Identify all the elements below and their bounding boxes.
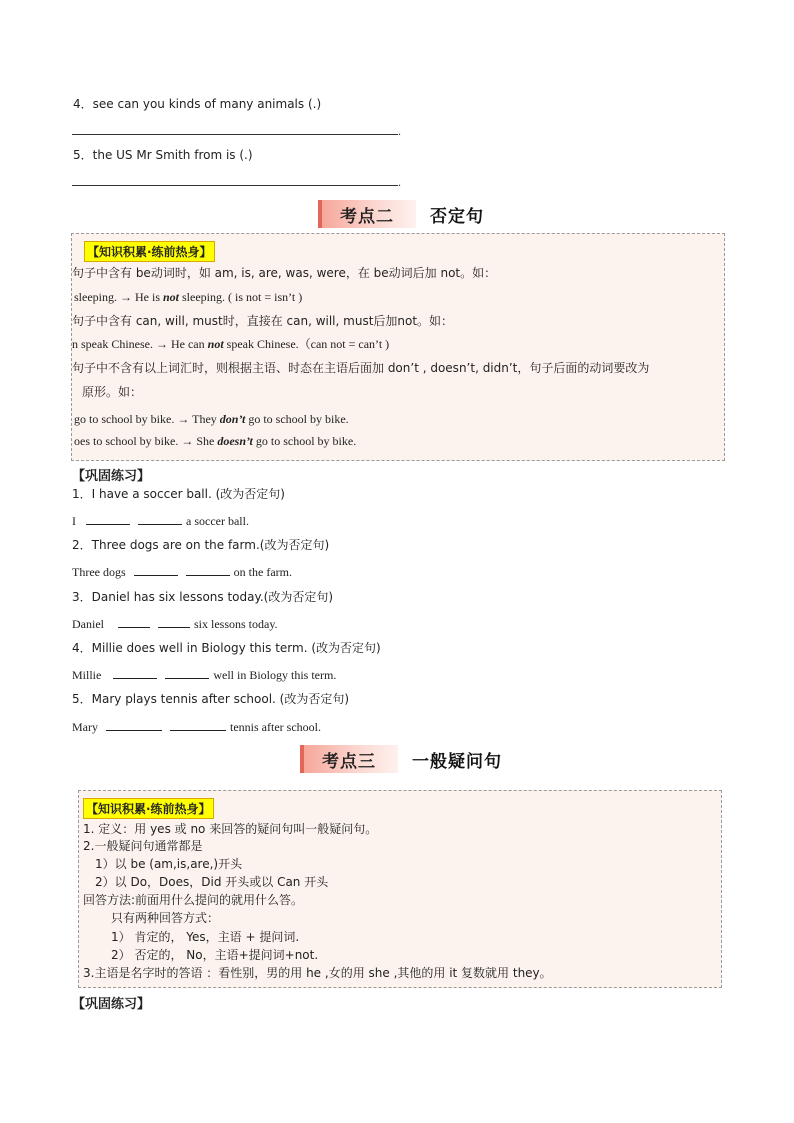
answer-line-4[interactable] [72, 134, 398, 135]
knowledge-box-yes-no-question [78, 790, 722, 988]
answer-blank[interactable] [106, 719, 162, 731]
answer-subject: Three dogs [72, 565, 126, 579]
question-4: 4．see can you kinds of many animals (.) [73, 97, 322, 111]
exercise-question: 3．Daniel has six lessons today.(改为否定句) [72, 590, 334, 604]
answer-blank[interactable] [113, 667, 157, 679]
rule-be-verb: 句子中含有 be动词时，如 am, is, are, was, were，在 be动词后加 not。如： [72, 266, 497, 280]
answer-subject: Daniel [72, 617, 104, 631]
question-5: 5．the US Mr Smith from is (.) [73, 148, 253, 162]
answer-subject: Mary [72, 720, 98, 734]
answer-blank[interactable] [170, 719, 226, 731]
practice-label: 【巩固练习】 [72, 469, 151, 484]
example-text: oes to school by bike. → She [74, 434, 218, 448]
exercise-question: 5．Mary plays tennis after school. (改为否定句) [72, 692, 350, 706]
answer-blank[interactable] [118, 616, 150, 628]
knowledge-tag: 【知识积累·练前热身】 [83, 798, 214, 819]
rule-line: 只有两种回答方式： [111, 911, 220, 925]
answer-rest: six lessons today. [194, 617, 278, 631]
answer-subject: I [72, 514, 76, 528]
rule-line: 1） 肯定的， Yes，主语 + 提问词. [111, 930, 300, 944]
example-text: go to school by bike. → They [74, 412, 220, 426]
section-badge: 考点三 [300, 745, 398, 773]
section-title: 否定句 [430, 206, 484, 227]
rule-line: 1）以 be (am,is,are,)开头 [95, 857, 243, 871]
example-text: sleeping. ( is not = isn’t ) [179, 290, 303, 304]
emphasis-word: not [163, 290, 180, 304]
answer-blank[interactable] [158, 616, 190, 628]
practice-label: 【巩固练习】 [72, 997, 151, 1012]
section-heading-negative [318, 199, 484, 229]
example-text: speak Chinese.（can not = can’t ) [223, 337, 390, 351]
answer-blank[interactable] [186, 564, 230, 576]
example-text: n speak Chinese. → He can [72, 337, 208, 351]
emphasis-word: doesn’t [217, 434, 253, 448]
definition-line: 1. 定义：用 yes 或 no 来回答的疑问句叫一般疑问句。 [83, 822, 378, 836]
section-heading-yes-no-question [300, 744, 502, 774]
answer-blank[interactable] [134, 564, 178, 576]
knowledge-box-negative [71, 233, 725, 461]
exercise-question: 1．I have a soccer ball. (改为否定句) [72, 487, 285, 501]
answer-rest: tennis after school. [230, 720, 321, 734]
answer-line-dot: . [398, 175, 401, 189]
answer-rest: on the farm. [233, 565, 292, 579]
rule-line: 3.主语是名字时的答语 ：看性别，男的用 he ,女的用 she ,其他的用 it 复数就用 they。 [83, 966, 552, 980]
example-modal-verb [72, 337, 389, 352]
exercise-question: 4．Millie does well in Biology this term. (改为否定句) [72, 641, 381, 655]
emphasis-word: don’t [219, 412, 246, 426]
example-text: sleeping. → He is [74, 290, 163, 304]
example-text: go to school by bike. [252, 434, 357, 448]
answer-blank[interactable] [86, 513, 130, 525]
rule-line: 2.一般疑问句通常都是 [83, 839, 203, 853]
exercise-answer-row [72, 616, 278, 632]
exercise-answer-row [72, 513, 249, 529]
example-be-verb [74, 290, 302, 305]
example-dont [74, 412, 349, 427]
example-text: go to school by bike. [245, 412, 349, 426]
answer-line-dot: . [398, 124, 401, 138]
emphasis-word: not [207, 337, 224, 351]
knowledge-tag: 【知识积累·练前热身】 [84, 241, 215, 262]
rule-line: 2） 否定的， No，主语+提问词+not. [111, 948, 319, 962]
rule-line: 2）以 Do，Does，Did 开头或以 Can 开头 [95, 875, 329, 889]
example-doesnt [74, 434, 356, 449]
rule-line: 回答方法:前面用什么提问的就用什么答。 [83, 893, 304, 907]
answer-blank[interactable] [165, 667, 209, 679]
exercise-answer-row [72, 719, 321, 735]
answer-subject: Millie [72, 668, 102, 682]
section-title: 一般疑问句 [412, 751, 502, 772]
answer-rest: well in Biology this term. [213, 668, 337, 682]
rule-modal-verb: 句子中含有 can, will, must时，直接在 can, will, must后加not。如： [72, 314, 454, 328]
answer-line-5[interactable] [72, 185, 398, 186]
answer-blank[interactable] [138, 513, 182, 525]
exercise-answer-row [72, 564, 292, 580]
exercise-question: 2．Three dogs are on the farm.(改为否定句) [72, 538, 330, 552]
exercise-answer-row [72, 667, 336, 683]
section-badge: 考点二 [318, 200, 416, 228]
rule-other-verb: 句子中不含有以上词汇时，则根据主语、时态在主语后面加 don’t , doesn’t, didn’t，句子后面的动词要改为 [72, 361, 650, 375]
answer-rest: a soccer ball. [186, 514, 249, 528]
rule-other-verb-cont: 原形。如： [82, 385, 143, 399]
